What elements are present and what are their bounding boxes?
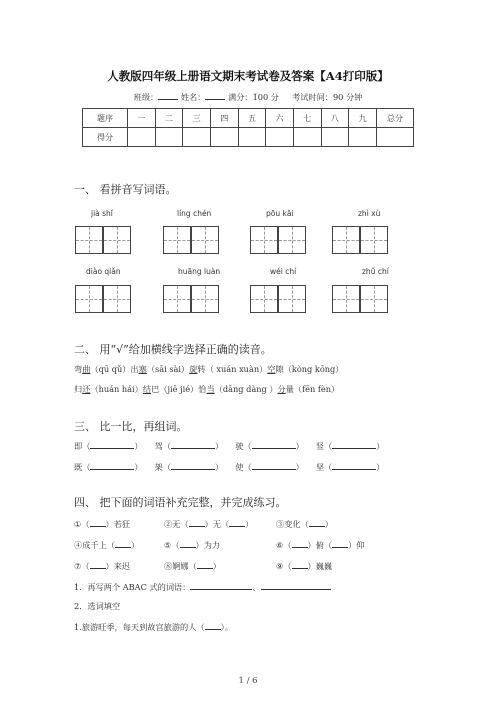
score-cell[interactable] xyxy=(128,128,156,147)
writing-grid-box[interactable] xyxy=(103,226,131,254)
answer-blank[interactable] xyxy=(90,440,134,449)
question-2: 2．选词填空 xyxy=(74,601,121,611)
score-cell[interactable] xyxy=(210,128,238,147)
exam-time: 考试时间：90 分钟 xyxy=(292,92,363,102)
writing-grid-box[interactable] xyxy=(250,285,278,313)
answer-blank[interactable] xyxy=(90,518,106,527)
document-title: 人教版四年级上册语文期末考试卷及答案【A4打印版】 xyxy=(107,69,389,83)
idiom-item: ⑨（ ）巍巍 xyxy=(276,561,333,571)
writing-grid-box[interactable] xyxy=(103,285,131,313)
answer-blank[interactable] xyxy=(292,539,308,548)
score-cell[interactable] xyxy=(321,128,349,147)
answer-blank[interactable] xyxy=(292,560,308,569)
pinyin-label: pōu kāi xyxy=(266,209,294,218)
section4-title: 四、 把下面的词语补充完整，并完成练习。 xyxy=(74,496,287,509)
table-cell: 九 xyxy=(349,109,377,128)
score-cell[interactable] xyxy=(377,128,414,147)
answer-blank[interactable] xyxy=(190,581,252,590)
idiom-item: ⑧婀娜（ ） xyxy=(164,561,221,571)
answer-blank[interactable] xyxy=(189,518,205,527)
answer-blank[interactable] xyxy=(332,539,348,548)
name-label: 姓名： xyxy=(180,92,206,102)
score-table xyxy=(82,108,414,147)
compare-row-2: 既（ ） 架（ ） 使（ ） 坚（ ） xyxy=(74,462,385,472)
word: 弯曲 xyxy=(74,364,91,374)
reading-line-2: 归还（huán hái）结巴（jiē jié）恰当（dāng dàng ）分量（fēn fèn） xyxy=(74,384,340,394)
writing-grid-box[interactable] xyxy=(191,226,219,254)
answer-blank[interactable] xyxy=(171,461,215,470)
writing-grid-box[interactable] xyxy=(163,285,191,313)
section2-title: 二、 用“√”给加横线字选择正确的读音。 xyxy=(74,343,272,356)
table-cell: 七 xyxy=(293,109,321,128)
writing-grid-box[interactable] xyxy=(278,285,306,313)
pronunciation-options[interactable]: （dāng dàng ） xyxy=(214,384,278,394)
name-blank xyxy=(205,90,225,100)
answer-blank[interactable] xyxy=(180,539,196,548)
answer-blank[interactable] xyxy=(115,539,131,548)
pronunciation-options[interactable]: （huán hái） xyxy=(90,384,143,394)
table-cell: 三 xyxy=(183,109,211,128)
writing-grid-box[interactable] xyxy=(191,285,219,313)
pinyin-label: huāng luàn xyxy=(178,267,221,276)
table-cell: 一 xyxy=(128,109,156,128)
score-cell[interactable] xyxy=(293,128,321,147)
page-number: 1 / 6 xyxy=(238,676,258,686)
writing-grid-box[interactable] xyxy=(163,226,191,254)
writing-grid-box[interactable] xyxy=(332,285,360,313)
writing-grid-box[interactable] xyxy=(75,226,103,254)
pronunciation-options[interactable]: （sāi sài） xyxy=(146,364,190,374)
pronunciation-options[interactable]: （ xuán xuàn） xyxy=(205,364,268,374)
table-cell: 题序 xyxy=(83,109,128,128)
class-blank xyxy=(158,90,178,100)
answer-blank[interactable] xyxy=(90,461,134,470)
idiom-item: ②无（ ）无（ ） xyxy=(164,519,254,529)
table-cell: 二 xyxy=(155,109,183,128)
score-table-header-row xyxy=(83,109,414,128)
table-cell: 得分 xyxy=(83,128,128,147)
writing-grid-box[interactable] xyxy=(278,226,306,254)
idiom-item: ⑦（ ）来迟 xyxy=(74,561,131,571)
answer-blank[interactable] xyxy=(197,560,213,569)
score-cell[interactable] xyxy=(183,128,211,147)
score-cell[interactable] xyxy=(155,128,183,147)
score-cell[interactable] xyxy=(349,128,377,147)
score-table-score-row xyxy=(83,128,414,147)
pronunciation-options[interactable]: （qū qǔ） xyxy=(90,364,131,374)
pinyin-label: diào qiǎn xyxy=(86,267,121,276)
pinyin-label: zhǔ chí xyxy=(362,267,389,276)
table-cell: 四 xyxy=(210,109,238,128)
writing-grid-box[interactable] xyxy=(250,226,278,254)
idiom-item: ⑤（ ）为力 xyxy=(164,540,221,550)
question-1: 1．再写两个 ABAC 式的词语： 、 xyxy=(74,581,331,593)
writing-grid-box[interactable] xyxy=(360,285,388,313)
answer-blank[interactable] xyxy=(229,518,245,527)
answer-blank[interactable] xyxy=(332,440,376,449)
answer-blank[interactable] xyxy=(205,621,221,630)
answer-blank[interactable] xyxy=(171,440,215,449)
pinyin-label: zhì xù xyxy=(358,209,381,218)
class-label: 班级： xyxy=(133,92,159,102)
pinyin-label: jià shǐ xyxy=(91,209,113,218)
pronunciation-options[interactable]: （jiē jié） xyxy=(159,384,199,394)
answer-blank[interactable] xyxy=(252,440,296,449)
writing-grid-box[interactable] xyxy=(360,226,388,254)
table-cell: 总分 xyxy=(377,109,414,128)
exam-info xyxy=(0,90,496,103)
writing-grid-box[interactable] xyxy=(332,226,360,254)
reading-line-1: 弯曲（qū qǔ）出塞（sāi sài）旋转（ xuán xuàn）空隙（kòng kōng） xyxy=(74,364,344,374)
idiom-item: ①（ ）若狂 xyxy=(74,519,131,529)
section1-title: 一、 看拼音写词语。 xyxy=(74,183,177,196)
table-cell: 八 xyxy=(321,109,349,128)
pinyin-label: líng chén xyxy=(177,209,212,218)
section3-title: 三、 比一比，再组词。 xyxy=(74,420,188,433)
compare-row-1: 即（ ） 驾（ ） 驶（ ） 竖（ ） xyxy=(74,441,385,451)
score-cell[interactable] xyxy=(238,128,266,147)
pinyin-label: wéi chí xyxy=(270,267,297,276)
table-cell: 六 xyxy=(266,109,294,128)
question-3: 1.旅游旺季，每天到故宫旅游的人（ ）。 xyxy=(74,622,233,632)
idiom-item: ④成千上（ ） xyxy=(74,540,140,550)
score-cell[interactable] xyxy=(266,128,294,147)
answer-blank[interactable] xyxy=(90,560,106,569)
answer-blank[interactable] xyxy=(309,518,325,527)
full-score: 满分：100 分 xyxy=(228,92,279,102)
table-cell: 五 xyxy=(238,109,266,128)
idiom-item: ③变化（ ） xyxy=(276,519,333,529)
writing-grid-box[interactable] xyxy=(75,285,103,313)
answer-blank[interactable] xyxy=(261,581,331,590)
pronunciation-options[interactable]: （fēn fèn） xyxy=(293,384,340,394)
pronunciation-options[interactable]: （kòng kōng） xyxy=(283,364,344,374)
idiom-item: ⑥（ ）俯（ ）仰 xyxy=(276,540,365,550)
answer-blank[interactable] xyxy=(252,461,296,470)
answer-blank[interactable] xyxy=(332,461,376,470)
